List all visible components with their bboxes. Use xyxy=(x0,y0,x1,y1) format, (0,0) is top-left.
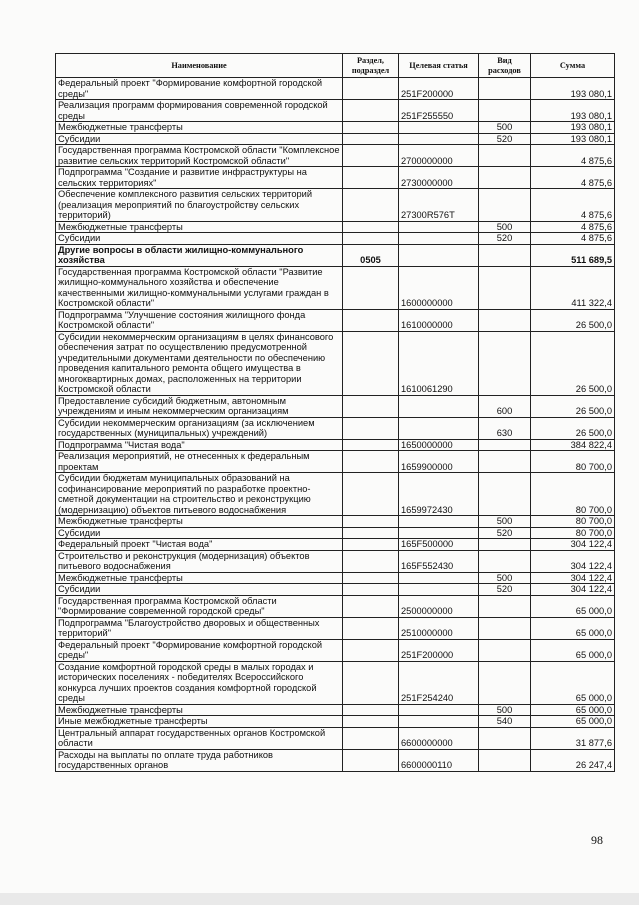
table-row xyxy=(56,331,615,395)
table-row xyxy=(56,727,615,749)
header-article: Целевая статья xyxy=(399,54,479,78)
cell-section xyxy=(343,133,399,145)
table-row xyxy=(56,100,615,122)
cell-sum: 4 875,6 xyxy=(531,221,615,233)
cell-section xyxy=(343,727,399,749)
table-row xyxy=(56,749,615,771)
table-row xyxy=(56,221,615,233)
cell-expense xyxy=(479,595,531,617)
budget-table xyxy=(55,53,615,772)
cell-expense: 500 xyxy=(479,221,531,233)
cell-section xyxy=(343,189,399,222)
cell-section xyxy=(343,309,399,331)
cell-article: 251F200000 xyxy=(399,639,479,661)
cell-expense: 630 xyxy=(479,417,531,439)
cell-sum: 384 822,4 xyxy=(531,439,615,451)
table-row xyxy=(56,145,615,167)
cell-section xyxy=(343,516,399,528)
cell-name: Государственная программа Костромской области "Формирование современной городской среды" xyxy=(56,595,343,617)
cell-section xyxy=(343,122,399,134)
cell-section xyxy=(343,661,399,704)
cell-name: Строительство и реконструкция (модернизация) объектов питьевого водоснабжения xyxy=(56,550,343,572)
table-row xyxy=(56,527,615,539)
cell-sum: 304 122,4 xyxy=(531,539,615,551)
table-row xyxy=(56,167,615,189)
cell-name: Субсидии xyxy=(56,584,343,596)
cell-article xyxy=(399,527,479,539)
table-row xyxy=(56,266,615,309)
cell-sum: 411 322,4 xyxy=(531,266,615,309)
cell-article xyxy=(399,233,479,245)
cell-expense xyxy=(479,331,531,395)
cell-sum: 26 247,4 xyxy=(531,749,615,771)
cell-section xyxy=(343,395,399,417)
cell-sum: 80 700,0 xyxy=(531,516,615,528)
page-number: 98 xyxy=(591,833,603,847)
table-row xyxy=(56,244,615,266)
cell-name: Подпрограмма "Чистая вода" xyxy=(56,439,343,451)
cell-article xyxy=(399,221,479,233)
table-row xyxy=(56,122,615,134)
cell-sum: 4 875,6 xyxy=(531,145,615,167)
cell-expense: 500 xyxy=(479,572,531,584)
cell-section xyxy=(343,78,399,100)
cell-sum: 304 122,4 xyxy=(531,550,615,572)
cell-name: Создание комфортной городской среды в малых городах и исторических поселениях - победителях Всероссийского конкурса лучших проектов создания комфортной городской среды xyxy=(56,661,343,704)
cell-expense: 520 xyxy=(479,233,531,245)
cell-article: 6600000110 xyxy=(399,749,479,771)
cell-section xyxy=(343,221,399,233)
cell-name: Федеральный проект "Формирование комфортной городской среды" xyxy=(56,78,343,100)
cell-sum: 26 500,0 xyxy=(531,331,615,395)
cell-sum: 193 080,1 xyxy=(531,133,615,145)
cell-sum: 65 000,0 xyxy=(531,661,615,704)
cell-sum: 65 000,0 xyxy=(531,716,615,728)
cell-section xyxy=(343,617,399,639)
cell-article xyxy=(399,244,479,266)
cell-sum: 4 875,6 xyxy=(531,167,615,189)
table-row xyxy=(56,716,615,728)
cell-name: Межбюджетные трансферты xyxy=(56,704,343,716)
cell-expense: 520 xyxy=(479,527,531,539)
cell-section: 0505 xyxy=(343,244,399,266)
table-row xyxy=(56,617,615,639)
cell-expense xyxy=(479,617,531,639)
cell-section xyxy=(343,100,399,122)
cell-article xyxy=(399,417,479,439)
cell-sum: 4 875,6 xyxy=(531,189,615,222)
cell-expense xyxy=(479,661,531,704)
cell-expense: 520 xyxy=(479,133,531,145)
table-row xyxy=(56,309,615,331)
table-row xyxy=(56,704,615,716)
cell-name: Расходы на выплаты по оплате труда работников государственных органов xyxy=(56,749,343,771)
cell-section xyxy=(343,145,399,167)
cell-section xyxy=(343,331,399,395)
cell-name: Государственная программа Костромской области "Развитие жилищно-коммунального хозяйства и обеспечение качественными жилищно-коммунальными услугами граждан в Костромской области" xyxy=(56,266,343,309)
cell-sum: 80 700,0 xyxy=(531,473,615,516)
cell-article: 1659900000 xyxy=(399,451,479,473)
cell-article: 251F255550 xyxy=(399,100,479,122)
cell-name: Федеральный проект "Формирование комфортной городской среды" xyxy=(56,639,343,661)
table-row xyxy=(56,539,615,551)
cell-expense xyxy=(479,189,531,222)
cell-name: Подпрограмма "Создание и развитие инфраструктуры на сельских территориях" xyxy=(56,167,343,189)
table-row xyxy=(56,395,615,417)
cell-name: Другие вопросы в области жилищно-коммунального хозяйства xyxy=(56,244,343,266)
cell-expense xyxy=(479,167,531,189)
cell-sum: 31 877,6 xyxy=(531,727,615,749)
cell-section xyxy=(343,716,399,728)
table-row xyxy=(56,661,615,704)
cell-sum: 65 000,0 xyxy=(531,595,615,617)
cell-article: 1610061290 xyxy=(399,331,479,395)
table-row xyxy=(56,572,615,584)
cell-article xyxy=(399,133,479,145)
cell-section xyxy=(343,439,399,451)
table-header-row xyxy=(56,54,615,78)
cell-expense xyxy=(479,100,531,122)
cell-article: 27300R576T xyxy=(399,189,479,222)
table-row xyxy=(56,516,615,528)
cell-sum: 304 122,4 xyxy=(531,584,615,596)
cell-name: Реализация программ формирования современной городской среды xyxy=(56,100,343,122)
cell-sum: 511 689,5 xyxy=(531,244,615,266)
cell-section xyxy=(343,539,399,551)
header-name: Наименование xyxy=(56,54,343,78)
table-row xyxy=(56,417,615,439)
cell-article: 2700000000 xyxy=(399,145,479,167)
table-row xyxy=(56,595,615,617)
cell-expense: 540 xyxy=(479,716,531,728)
cell-name: Подпрограмма "Улучшение состояния жилищного фонда Костромской области" xyxy=(56,309,343,331)
cell-sum: 80 700,0 xyxy=(531,451,615,473)
cell-name: Межбюджетные трансферты xyxy=(56,122,343,134)
cell-article: 2500000000 xyxy=(399,595,479,617)
cell-expense xyxy=(479,639,531,661)
cell-name: Федеральный проект "Чистая вода" xyxy=(56,539,343,551)
cell-name: Субсидии некоммерческим организациям (за исключением государственных (муниципальных) учреждений) xyxy=(56,417,343,439)
cell-sum: 193 080,1 xyxy=(531,78,615,100)
cell-sum: 65 000,0 xyxy=(531,639,615,661)
cell-name: Субсидии бюджетам муниципальных образований на софинансирование мероприятий по разработке проектно-сметной документации на строительство и реконструкцию (модернизацию) объектов питьевого водоснабжения xyxy=(56,473,343,516)
cell-expense: 600 xyxy=(479,395,531,417)
cell-expense: 500 xyxy=(479,704,531,716)
table-row xyxy=(56,78,615,100)
cell-article xyxy=(399,572,479,584)
cell-expense xyxy=(479,439,531,451)
cell-expense xyxy=(479,244,531,266)
table-body xyxy=(56,78,615,772)
cell-name: Центральный аппарат государственных органов Костромской области xyxy=(56,727,343,749)
cell-section xyxy=(343,451,399,473)
cell-expense: 500 xyxy=(479,122,531,134)
cell-section xyxy=(343,473,399,516)
cell-name: Государственная программа Костромской области "Комплексное развитие сельских территорий Костромской области" xyxy=(56,145,343,167)
cell-name: Субсидии xyxy=(56,527,343,539)
cell-article: 1610000000 xyxy=(399,309,479,331)
cell-article xyxy=(399,716,479,728)
cell-article: 1659972430 xyxy=(399,473,479,516)
cell-article xyxy=(399,704,479,716)
cell-section xyxy=(343,167,399,189)
cell-expense xyxy=(479,266,531,309)
cell-article xyxy=(399,516,479,528)
cell-expense: 500 xyxy=(479,516,531,528)
cell-name: Предоставление субсидий бюджетным, автономным учреждениям и иным некоммерческим организациям xyxy=(56,395,343,417)
cell-name: Реализация мероприятий, не отнесенных к федеральным проектам xyxy=(56,451,343,473)
cell-expense xyxy=(479,539,531,551)
cell-sum: 304 122,4 xyxy=(531,572,615,584)
cell-name: Субсидии некоммерческим организациям в целях финансового обеспечения затрат по осуществлению предусмотренной учредительными документами деятельности по обеспечению проведения капитального ремонта общего имущества в многоквартирных домах, расположенных на территории Костромской области xyxy=(56,331,343,395)
cell-sum: 65 000,0 xyxy=(531,617,615,639)
cell-article: 165F500000 xyxy=(399,539,479,551)
cell-name: Межбюджетные трансферты xyxy=(56,572,343,584)
table-row xyxy=(56,233,615,245)
cell-article: 2730000000 xyxy=(399,167,479,189)
cell-section xyxy=(343,749,399,771)
scan-edge xyxy=(0,893,639,905)
cell-article xyxy=(399,395,479,417)
cell-name: Обеспечение комплексного развития сельских территорий (реализация мероприятий по благоустройству сельских территорий) xyxy=(56,189,343,222)
cell-sum: 26 500,0 xyxy=(531,417,615,439)
table-row xyxy=(56,451,615,473)
cell-sum: 26 500,0 xyxy=(531,395,615,417)
cell-name: Межбюджетные трансферты xyxy=(56,516,343,528)
cell-article: 251F254240 xyxy=(399,661,479,704)
header-sum: Сумма xyxy=(531,54,615,78)
cell-article: 165F552430 xyxy=(399,550,479,572)
table-row xyxy=(56,550,615,572)
cell-name: Межбюджетные трансферты xyxy=(56,221,343,233)
cell-sum: 193 080,1 xyxy=(531,100,615,122)
cell-name: Иные межбюджетные трансферты xyxy=(56,716,343,728)
cell-section xyxy=(343,584,399,596)
table-row xyxy=(56,584,615,596)
cell-section xyxy=(343,417,399,439)
cell-section xyxy=(343,266,399,309)
cell-expense xyxy=(479,550,531,572)
cell-name: Субсидии xyxy=(56,133,343,145)
cell-sum: 65 000,0 xyxy=(531,704,615,716)
cell-expense xyxy=(479,749,531,771)
cell-article xyxy=(399,584,479,596)
header-section: Раздел, подраздел xyxy=(343,54,399,78)
cell-section xyxy=(343,550,399,572)
table-row xyxy=(56,133,615,145)
cell-sum: 80 700,0 xyxy=(531,527,615,539)
cell-sum: 26 500,0 xyxy=(531,309,615,331)
cell-expense xyxy=(479,727,531,749)
table-row xyxy=(56,189,615,222)
cell-article: 1600000000 xyxy=(399,266,479,309)
cell-name: Подпрограмма "Благоустройство дворовых и общественных территорий" xyxy=(56,617,343,639)
cell-expense xyxy=(479,145,531,167)
cell-article: 2510000000 xyxy=(399,617,479,639)
cell-section xyxy=(343,233,399,245)
cell-expense xyxy=(479,309,531,331)
table-row xyxy=(56,639,615,661)
cell-expense xyxy=(479,473,531,516)
cell-section xyxy=(343,572,399,584)
cell-expense xyxy=(479,451,531,473)
cell-section xyxy=(343,639,399,661)
cell-article: 1650000000 xyxy=(399,439,479,451)
cell-section xyxy=(343,527,399,539)
cell-article: 251F200000 xyxy=(399,78,479,100)
cell-expense: 520 xyxy=(479,584,531,596)
table-row xyxy=(56,473,615,516)
cell-section xyxy=(343,595,399,617)
cell-name: Субсидии xyxy=(56,233,343,245)
cell-sum: 4 875,6 xyxy=(531,233,615,245)
cell-expense xyxy=(479,78,531,100)
cell-article xyxy=(399,122,479,134)
cell-section xyxy=(343,704,399,716)
header-expense: Вид расходов xyxy=(479,54,531,78)
cell-article: 6600000000 xyxy=(399,727,479,749)
cell-sum: 193 080,1 xyxy=(531,122,615,134)
table-row xyxy=(56,439,615,451)
